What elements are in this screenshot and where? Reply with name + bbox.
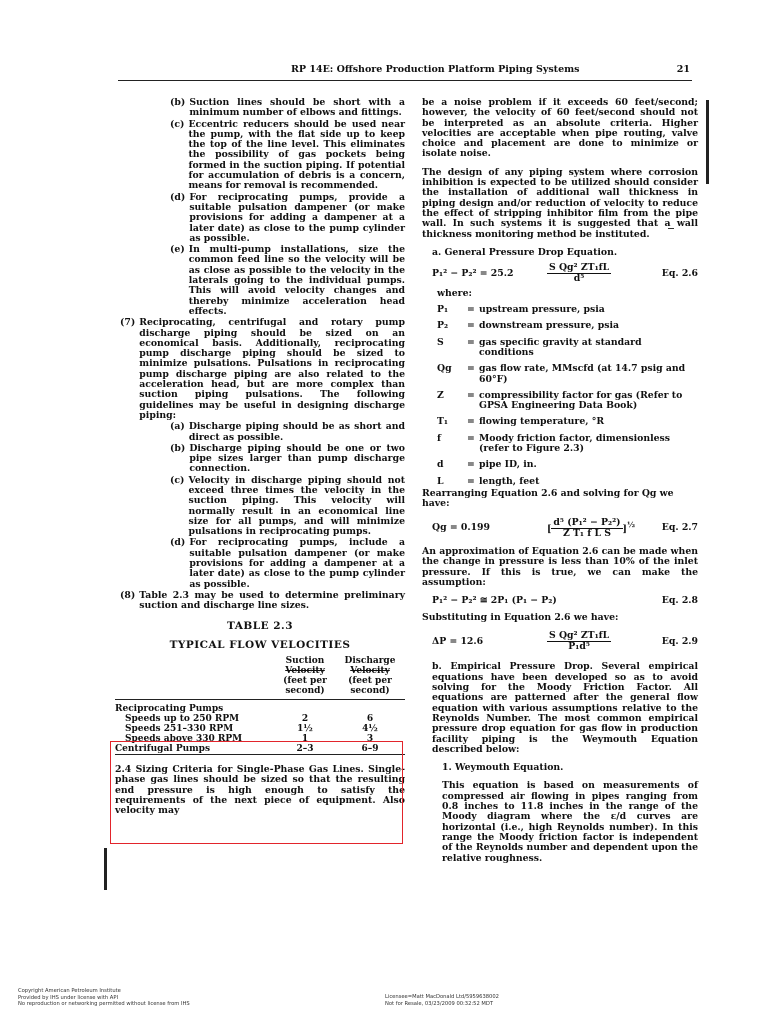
paragraph: An approximation of Equation 2.6 can be made when the change in pressure is less than 10% of the inlet pressure. If this is true, we can make the assumption: (422, 546, 698, 588)
list-item: (d) For reciprocating pumps, provide a suitable pulsation dampener (or make provisions for adding a dampener at a later date) as close to the pump cylinder as possible. (170, 191, 405, 244)
right-column (422, 98, 698, 872)
table-row: Speeds 251–330 RPM 1½ 4½ (125, 724, 378, 735)
table-highlight-box (110, 741, 403, 844)
list-item: (a) Discharge piping should be as short and direct as possible. (170, 421, 405, 443)
variable-def: f = Moody friction factor, dimensionless (refer to Figure 2.3) (437, 432, 671, 455)
variable-def: Z = compressibility factor for gas (Refer to GPSA Engineering Data Book) (437, 389, 683, 412)
variable-def: L = length, feet (437, 475, 540, 487)
equation-2-9: ΔP = 12.6 $\frac{\text{S Qg² ZT₁fL}}{\text{P₁d⁵}}$ Eq. 2.9 (432, 629, 698, 653)
page-number: 21 (676, 64, 690, 75)
list-item: (c) Velocity in discharge piping should not exceed three times the velocity in the suction piping. This velocity will normally result in an economical line size for all pumps, and will minimize pulsations in reciprocating pumps. (170, 474, 405, 538)
variable-def: d = pipe ID, in. (437, 459, 537, 471)
paragraph-b: b. Empirical Pressure Drop. Several empirical equations have been developed so as to avoid solving for the Moody Friction Factor. All equations are patterned after the general flow equation with various assumptions relative to the Reynolds Number. The most common empirical pressure drop equation for gas flow in production facility piping is the Weymouth Equation described below: (432, 661, 698, 755)
variable-def: T₁ = flowing temperature, °R (437, 416, 605, 428)
table-title: TYPICAL FLOW VELOCITIES (169, 638, 351, 651)
variable-def: P₁ = upstream pressure, psia (437, 304, 605, 316)
list-item-8: (8) Table 2.3 may be used to determine preliminary suction and discharge line sizes. (120, 589, 405, 612)
heading-1: 1. Weymouth Equation. (442, 762, 564, 774)
equation-2-6: P₁² − P₂² = 25.2 $\frac{\text{S Qg² ZT₁fL}}{\text{d⁵}}$ Eq. 2.6 (432, 262, 698, 285)
footer-right: Licensee=Matt MacDonald Ltd/5959638002 Not for Resale, 03/23/2009 00:32:52 MDT (385, 994, 499, 1007)
variable-def: Qg = gas flow rate, MMscfd (at 14.7 psig and 60°F) (437, 363, 686, 385)
table-row: Centrifugal Pumps 2–3 6–9 (115, 744, 405, 755)
rearrange-text: Rearranging Equation 2.6 and solving for Qg we have: (422, 487, 674, 510)
variable-def: S = gas specific gravity at standard conditions (437, 336, 642, 358)
equation-2-8: P₁² − P₂² ≅ 2P₁ (P₁ − P₂) Eq. 2.8 (432, 595, 698, 607)
change-bar (706, 100, 709, 184)
list-item-7: (7) Reciprocating, centrifugal and rotary pump discharge piping should be sized on an economical basis. Additionally, reciprocating pump discharge piping should be sized to minimize pulsations. Pulsations in reciprocating pump discharge piping are also related to the acceleration head, but are more complex than suction piping pulsations. The following guidelines may be useful in designing discharge piping: (120, 317, 405, 421)
paragraph: The design of any piping system where corrosion inhibition is expected to be utilized should consider the installation of additional wall thickness in piping design and/or reduction of velocity to reduce the effect of stripping inhibitor film from the pipe wall. In such systems it is suggested that a wall thickness monitoring method be instituted. (422, 166, 698, 240)
variable-def: P₂ = downstream pressure, psia (437, 320, 620, 332)
list-item: (c) Eccentric reducers should be used near the pump, with the flat side up to keep the top of the line level. This eliminates the possibility of gas pockets being formed in the suction piping. If potential for accumulation of debris is a concern, means for removal is recommended. (170, 118, 405, 192)
left-column (115, 98, 405, 817)
list-item: (e) In multi-pump installations, size the common feed line so the velocity will be as close as possible to the velocity in the laterals going to the individual pumps. This will avoid velocity changes and thereby minimize acceleration head effects. (170, 244, 405, 317)
heading-a: a. General Pressure Drop Equation. (432, 246, 618, 258)
table-row: Speeds above 330 RPM 1 3 (125, 734, 374, 745)
paragraph: be a noise problem if it exceeds 60 feet/second; however, the velocity of 60 feet/second should not be interpreted as an absolute criteria. Higher velocities are acceptable when pipe routing, valve choice and placement are done to minimize or isolate noise. (422, 97, 698, 160)
list-item: (b) Discharge piping should be one or two pipe sizes larger than pump discharge connection. (170, 442, 405, 475)
table-row: Speeds up to 250 RPM 2 6 (125, 714, 374, 725)
list-item: (b) Suction lines should be short with a minimum number of elbows and fittings. (170, 97, 405, 119)
heading-b: b. Empirical Pressure Drop. (432, 661, 593, 673)
page-header (118, 62, 692, 81)
section-title: 2.4 Sizing Criteria for Single-Phase Gas Lines. (115, 764, 364, 776)
flow-velocity-table: Suction Discharge Velocity Velocity (feet per (feet per second) second) Reciprocating Pumps Speeds up to 250 RPM 2 6 Speeds 251–330 RPM 1½ 4½ Speeds above 330 RPM 1 3 Centrifugal Pumps 2–3 6–9 (115, 656, 405, 755)
section-text: Single-phase gas lines should be sized so that the resulting end pressure is high enough to satisfy the requirements of the next piece of equipment. Also velocity may (115, 764, 405, 817)
substitute-text: Substituting in Equation 2.6 we have: (422, 611, 619, 623)
table-row: Reciprocating Pumps (115, 704, 224, 715)
paragraph: This equation is based on measurements of compressed air flowing in pipes ranging from 0.8 inches to 11.8 inches in the range of the Moody diagram where the ε/d curves are horizontal (i.e., high Reynolds number). In this range the Moody friction factor is independent of the Reynolds number and dependent upon the relative roughness. (442, 780, 698, 864)
running-title: RP 14E: Offshore Production Platform Piping Systems (291, 64, 580, 75)
list-item: (d) For reciprocating pumps, include a suitable pulsation dampener (or make provisions for adding a dampener at a later date) as close to the pump cylinder as possible. (170, 537, 405, 590)
table-number: TABLE 2.3 (226, 619, 294, 632)
equation-2-7: Qg = 0.199 [ $\frac{\text{d⁵ (P₁² − P₂²)}}{\text{Z T₁ f L S}}$ ]$^{\frac{1}{2}}$ Eq. 2.7 (432, 516, 698, 539)
change-bar (104, 848, 107, 890)
footer-left: Copyright American Petroleum Institute Provided by IHS under license with API No reproduction or networking permitted without license from IHS (18, 988, 190, 1007)
where-label: where: (437, 287, 472, 299)
